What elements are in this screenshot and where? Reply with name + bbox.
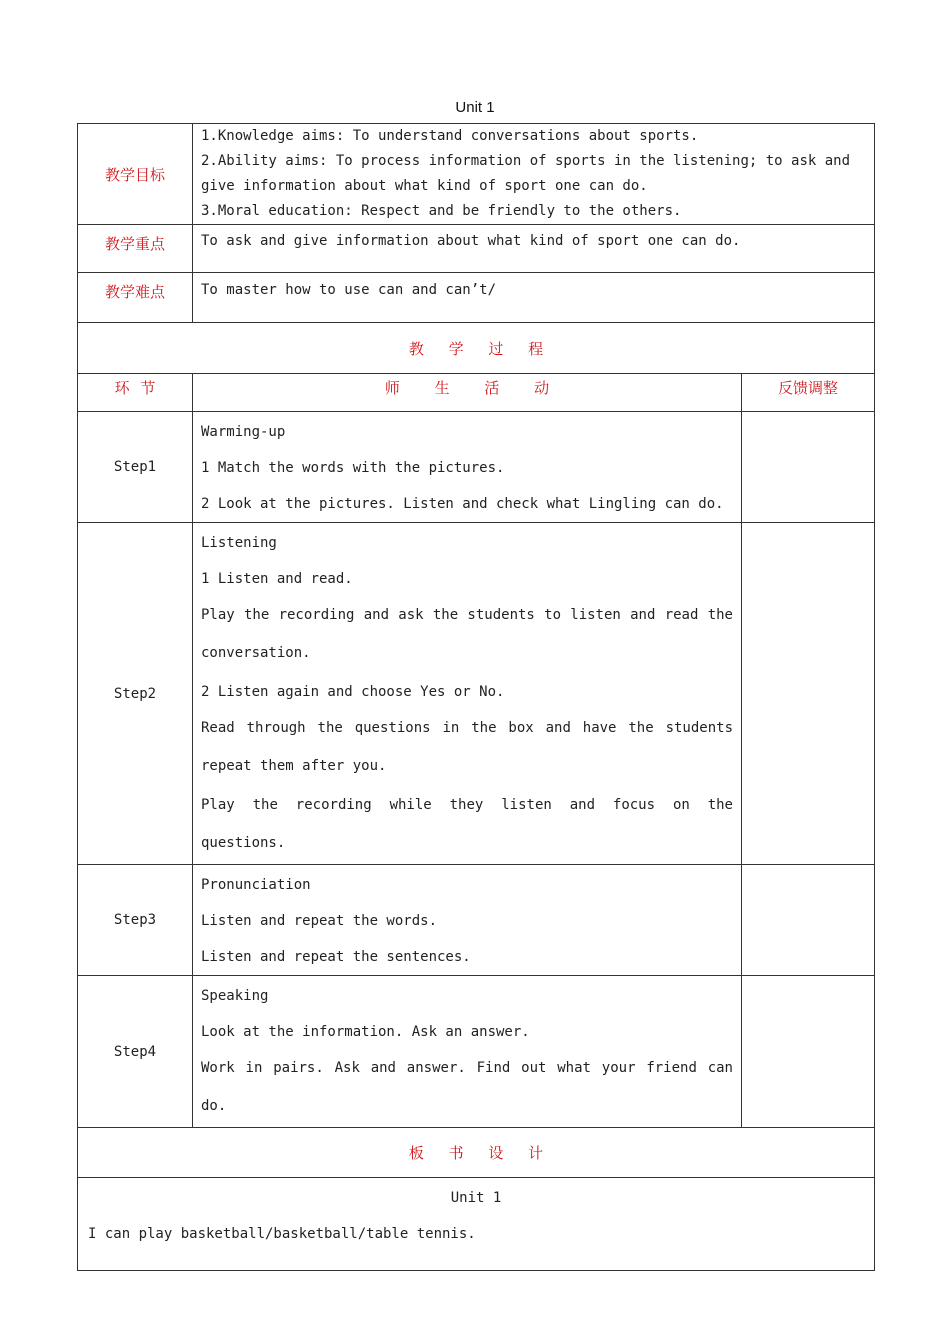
board-content [78,1178,875,1271]
key-points-label: 教学重点 [78,225,193,273]
activity-column-header [193,374,742,412]
key-points-content: To ask and give information about what kind of sport one can do. [193,225,875,273]
stage-column-header [78,374,193,412]
step-line: do. [201,1098,227,1114]
step-line: Speaking [201,988,269,1004]
step-row [78,523,875,865]
difficulties-row [78,273,875,323]
step-line: Play the recording while they listen and focus on the [201,797,733,813]
board-heading [78,1128,875,1178]
objective-line: give information about what kind of sport one can do. [201,178,648,194]
lesson-plan-table [77,123,875,1271]
step-name: Step2 [78,523,193,865]
board-heading-text: 板 书 设 计 [408,1144,544,1162]
step-feedback [742,865,875,976]
step-activities [193,523,742,865]
step-name: Step1 [78,412,193,523]
objective-line: 2.Ability aims: To process information of sports in the listening; to ask and [201,153,851,169]
step-feedback [742,523,875,865]
step-name: Step3 [78,865,193,976]
difficulties-label: 教学难点 [78,273,193,323]
process-heading-row [78,323,875,374]
board-heading-row [78,1128,875,1178]
objective-line: 3.Moral education: Respect and be friendly to the others. [201,203,682,219]
board-title: Unit 1 [450,1190,502,1206]
stage-column-label: 环 节 [114,379,156,397]
step-line: repeat them after you. [201,758,387,774]
step-row [78,976,875,1128]
process-column-headers [78,374,875,412]
objectives-row [78,124,875,225]
step-line: Listening [201,535,277,551]
step-activities [193,412,742,523]
activity-column-label: 师 生 活 动 [384,379,550,397]
step-activities [193,865,742,976]
objectives-label: 教学目标 [78,124,193,225]
step-line: conversation. [201,645,311,661]
process-heading [78,323,875,374]
step-line: Pronunciation [201,877,311,893]
step-line: Read through the questions in the box and have the students [201,720,733,736]
step-line: 2 Listen again and choose Yes or No. [201,684,505,700]
board-content-row [78,1178,875,1271]
step-row [78,412,875,523]
step-line: Listen and repeat the sentences. [201,949,471,965]
step-line: Look at the information. Ask an answer. [201,1024,530,1040]
step-line: Listen and repeat the words. [201,913,438,929]
step-name: Step4 [78,976,193,1128]
objective-line: 1.Knowledge aims: To understand conversations about sports. [201,128,699,144]
board-line: I can play basketball/basketball/table tennis. [88,1226,476,1242]
step-feedback [742,412,875,523]
document-title: Unit 1 [455,99,495,116]
step-line: questions. [201,835,286,851]
difficulties-content: To master how to use can and can’t/ [193,273,875,323]
key-points-row [78,225,875,273]
step-line: Warming-up [201,424,286,440]
step-line: 1 Match the words with the pictures. [201,460,505,476]
step-line: Play the recording and ask the students to listen and read the [201,607,733,623]
step-feedback [742,976,875,1128]
step-line: 1 Listen and read. [201,571,353,587]
step-activities [193,976,742,1128]
step-line: 2 Look at the pictures. Listen and check what Lingling can do. [201,496,724,512]
objectives-content [193,124,875,225]
step-line: Work in pairs. Ask and answer. Find out what your friend can [201,1060,733,1076]
process-heading-text: 教 学 过 程 [408,339,544,358]
step-row [78,865,875,976]
feedback-column-header: 反馈调整 [742,374,875,412]
